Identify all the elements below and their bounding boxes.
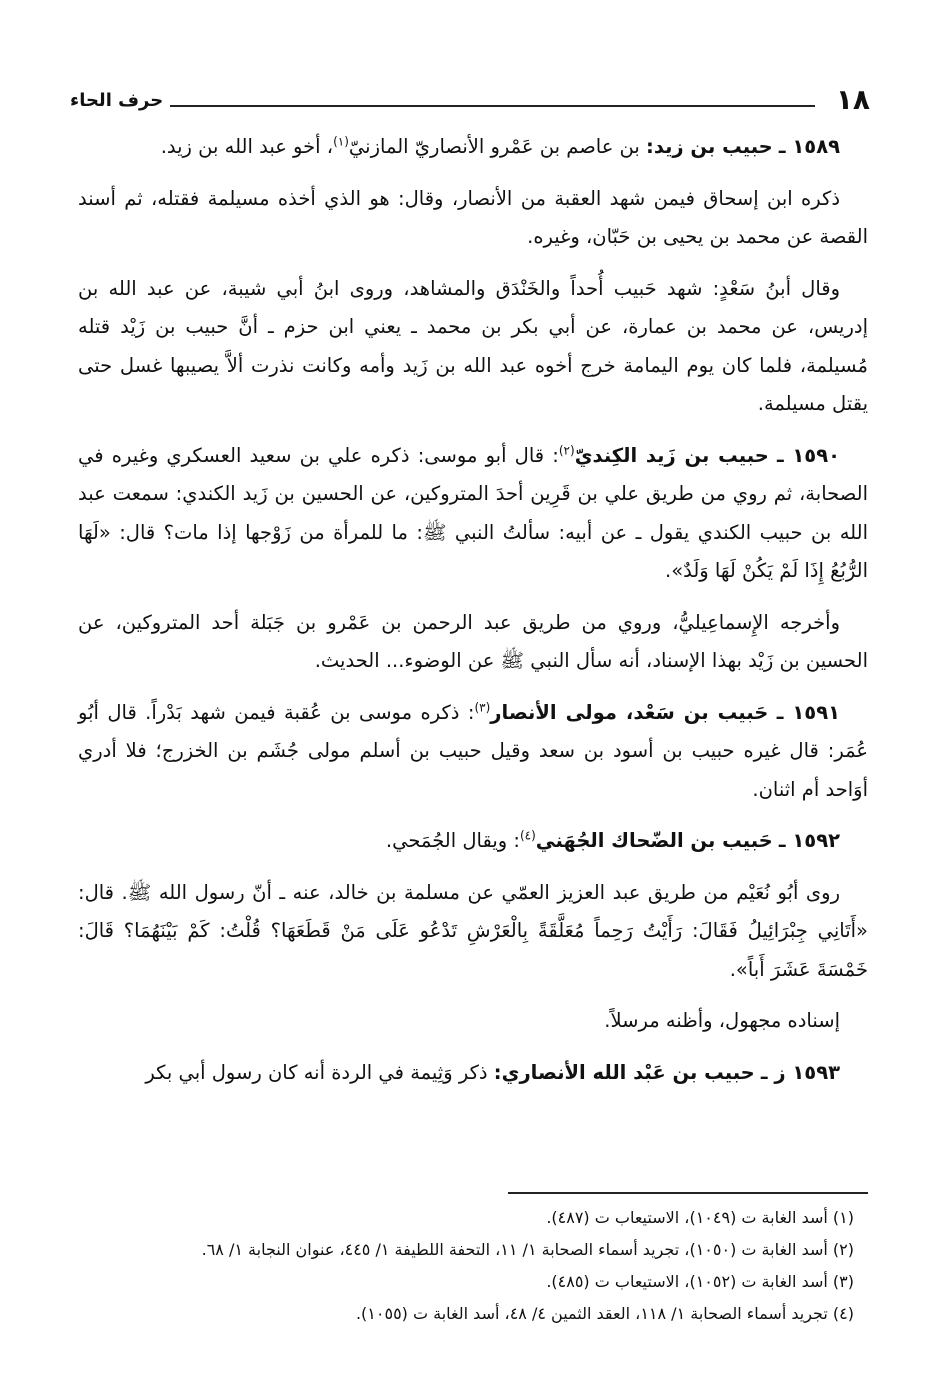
entry-1591 [78,694,868,810]
entry-name: حبيب بن زَيد الكِنديّ [574,443,769,467]
entry-number: ١٥٩٢ ـ [778,829,840,852]
footnote-ref: (١) [333,134,349,149]
paragraph: وقال أبنُ سَعْدٍ: شهد حَبيب أُحداً والخَنْدَق والمشاهد، وروى ابنُ أبي شيبة، عن عبد الله بن إدريس، عن محمد بن عمارة، عن أبي بكر بن محمد ـ يعني ابن حزم ـ أنَّ حبيب بن زَيْد قتله مُسيلمة، فلما كان يوم اليمامة خرج أخوه عبد الله بن زَيد وأمه وكانت نذرت ألاَّ يصيبها غسل حتى يقتل مسيلمة. [78,276,868,415]
entry-name: حبيب بن زيد: [646,135,773,158]
entry-text: : ذكره موسى بن عُقبة فيمن شهد بَدْراً. قال أبُو عُمَر: قال غيره حبيب بن أسود بن سعد وقيل حبيب بن أسلم مولى جُشَم بن الخزرج؛ فلا أدري أوَاحد أم اثنان. [78,700,868,801]
page-header [70,80,870,120]
entry-number: ١٥٩٣ ز ـ [760,1060,840,1084]
footnote: (٤) تجريد أسماء الصحابة ١/ ١١٨، العقد الثمين ٤/ ٤٨، أسد الغابة ت (١٠٥٥). [355,1304,854,1323]
footnote-rule [508,1192,868,1194]
footnote: (٢) أسد الغابة ت (١٠٥٠)، تجريد أسماء الصحابة ١/ ١١، التحفة اللطيفة ١/ ٤٤٥، عنوان النجابة ١/ ٦٨. [201,1240,854,1259]
running-title: حرف الحاء [70,90,164,111]
entry-1592 [78,822,868,861]
entry-text: ذكر وَثِيمة في الردة أنه كان رسول أبي بكر [145,1060,494,1084]
entry-number: ١٥٨٩ ـ [778,135,840,158]
footnote-ref: (٤) [519,828,536,843]
footnote: (١) أسد الغابة ت (١٠٤٩)، الاستيعاب ت (٤٨٧). [546,1208,854,1227]
page-body [78,128,868,1105]
entry-name: حَبيب بن سَعْد، مولى الأنصار [490,700,769,724]
entry-1589 [78,128,868,167]
entry-number: ١٥٩٠ ـ [776,443,840,467]
entry-text: بن عاصم بن عَمْرو الأنصاريّ المازنيّ [348,135,647,158]
page-number: ١٨ [835,83,870,116]
entry-name: حَبيب بن الضّحاك الجُهَني [535,829,773,852]
paragraph: وأخرجه الإِسماعِيليُّ، وروي من طريق عبد الرحمن بن عَمْرو بن جَبَلة أحد المتروكين، عن الحسين بن زَيْد بهذا الإسناد، أنه سأل النبي ﷺ عن الوضوء... الحديث. [78,610,868,672]
paragraph: روى أبُو نُعَيْم من طريق عبد العزيز العمّي عن مسلمة بن خالد، عنه ـ أنّ رسول الله ﷺ. قال: «أَتَانِي جِبْرَائِيلُ فَقَالَ: رَأَيْتُ رَحِماً مُعَلَّقَةً بِالْعَرْشِ تَدْعُو عَلَى مَنْ قَطَعَهَا؟ قُلْتُ: كَمْ بَيْنَهُمَا؟ قَالَ: خَمْسَةَ عَشَرَ أَباً». [78,880,868,981]
entry-name: حبيب بن عَبْد الله الأنصاري: [493,1060,755,1084]
entry-1593 [78,1054,868,1093]
entry-text: : قال أبو موسى: ذكره علي بن سعيد العسكري وغيره في الصحابة، ثم روي من طريق علي بن قَرِين أحدَ المتروكين، عن الحسين بن زَيد الكندي: سمعت عبد الله بن حبيب الكندي يقول ـ عن أبيه: سألتُ النبي ﷺ: ما للمرأة من زَوْجها إذا مات؟ قال: «لَهَا الرُّبُعُ إِذَا لَمْ يَكُنْ لَهَا وَلَدٌ». [78,443,868,582]
footnote-ref: (٢) [558,443,575,457]
header-rule [170,105,815,107]
paragraph: ذكره ابن إسحاق فيمن شهد العقبة من الأنصار، وقال: هو الذي أخذه مسيلمة فقتله، ثم أسند القصة عن محمد بن يحيى بن حَبّان، وغيره. [78,186,868,248]
footnote-ref: (٣) [474,700,491,714]
entry-text: ، أخو عبد الله بن زيد. [160,135,334,158]
footnotes [78,1202,854,1330]
footnote: (٣) أسد الغابة ت (١٠٥٢)، الاستيعاب ت (٤٨٥). [546,1272,854,1291]
paragraph: إسناده مجهول، وأظنه مرسلاً. [604,1009,840,1032]
entry-text: : ويقال الجُمَحي. [385,829,520,852]
entry-number: ١٥٩١ ـ [776,700,840,724]
entry-1590 [78,437,868,591]
